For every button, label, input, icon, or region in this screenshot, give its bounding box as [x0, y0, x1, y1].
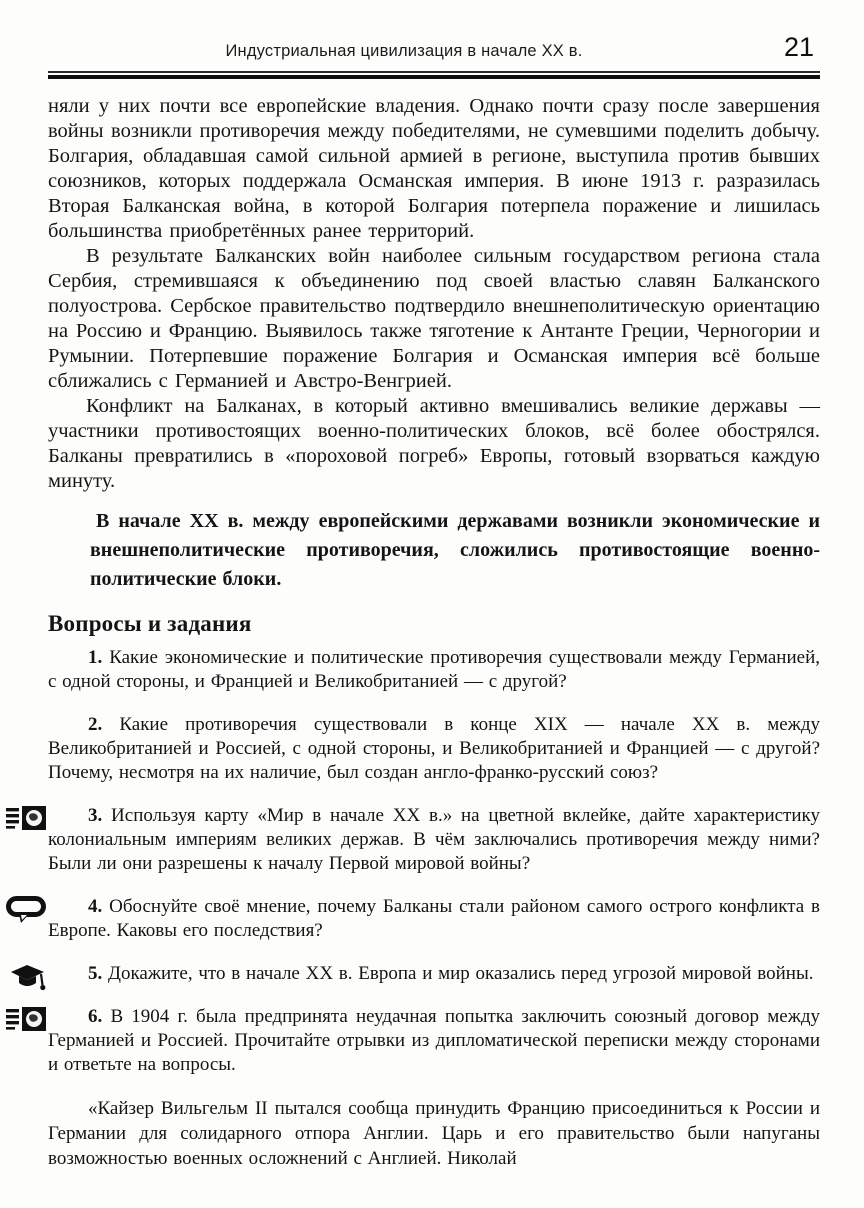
- map-icon: [6, 1006, 46, 1032]
- question-item: [48, 804, 820, 876]
- question-item: [48, 895, 820, 943]
- question-number: 6.: [88, 1005, 103, 1027]
- questions-heading: Вопросы и задания: [48, 610, 252, 636]
- quote-paragraph: «Кайзер Вильгельм II пытался сообща принудить Францию присоединиться к России и Германии для солидарного отпора Англии. Царь и его правительство были напуганы возможностью военных осложнений с Англией. Николай: [48, 1097, 820, 1169]
- running-head-title: Индустриальная цивилизация в начале XX в.: [225, 42, 583, 60]
- question-text: Какие экономические и политические противоречия существовали между Германией, с одной стороны, и Францией и Великобританией — с другой?: [48, 646, 820, 692]
- question-number: 3.: [88, 804, 103, 826]
- map-icon: [6, 805, 46, 831]
- question-number: 4.: [88, 895, 103, 917]
- page-header: [48, 0, 820, 79]
- body-paragraph: В результате Балканских войн наиболее сильным государством региона стала Сербия, стремившаяся к объединению под своей властью славян Балканского полуострова. Сербское правительство подтвердило внешнеполитическую ориентацию на Россию и Францию. Выявилось также тяготение к Антанте Греции, Черногории и Румынии. Потерпевшие поражение Болгария и Османская империя всё больше сближались с Германией и Австро-Венгрией.: [48, 244, 820, 392]
- question-text: В 1904 г. была предпринята неудачная попытка заключить союзный договор между Германией и Россией. Прочитайте отрывки из дипломатической переписки между сторонами и ответьте на вопросы.: [48, 1005, 820, 1075]
- question-number: 1.: [88, 646, 103, 668]
- question-text: Какие противоречия существовали в конце XIX — начале XX в. между Великобританией и Россией, с одной стороны, и Великобританией и Францией — с другой? Почему, несмотря на их наличие, был создан англо-франко-русский союз?: [48, 713, 820, 783]
- question-text: Докажите, что в начале XX в. Европа и мир оказались перед угрозой мировой войны.: [108, 962, 814, 984]
- question-number: 2.: [88, 713, 103, 735]
- header-rule-thin: [48, 71, 820, 73]
- question-text: Обоснуйте своё мнение, почему Балканы стали районом самого острого конфликта в Европе. Каковы его последствия?: [48, 895, 821, 941]
- body-paragraph: няли у них почти все европейские владения. Однако почти сразу после завершения войны возникли противоречия между победителями, не сумевшими поделить добычу. Болгария, обладавшая самой сильной армией в регионе, выступила против бывших союзников, которых поддержала Османская империя. В июне 1913 г. разразилась Вторая Балканская война, в которой Болгария потерпела поражение и лишилась большинства приобретённых ранее территорий.: [48, 94, 820, 242]
- graduation-cap-icon: [10, 963, 50, 989]
- page-number: 21: [783, 32, 814, 62]
- question-text: Используя карту «Мир в начале XX в.» на цветной вклейке, дайте характеристику колониальным империям великих держав. В чём заключались противоречия между ними? Были ли они разрешены к началу Первой мировой войны?: [48, 804, 820, 874]
- summary-paragraph: В начале XX в. между европейскими державами возникли экономические и внешнеполитические противоречия, сложились противостоящие военно-политические блоки.: [90, 509, 820, 590]
- question-item: [48, 713, 820, 785]
- question-number: 5.: [88, 962, 103, 984]
- question-item: [48, 1005, 820, 1077]
- body-paragraph: Конфликт на Балканах, в который активно вмешивались великие державы — участники противостоящих военно-политических блоков, всё более обострялся. Балканы превратились в «пороховой погреб» Европы, готовый взорваться каждую минуту.: [48, 394, 820, 492]
- header-rule-thick: [48, 75, 820, 79]
- question-item: [48, 962, 820, 986]
- question-item: [48, 646, 820, 694]
- speech-bubble-icon: [6, 896, 46, 922]
